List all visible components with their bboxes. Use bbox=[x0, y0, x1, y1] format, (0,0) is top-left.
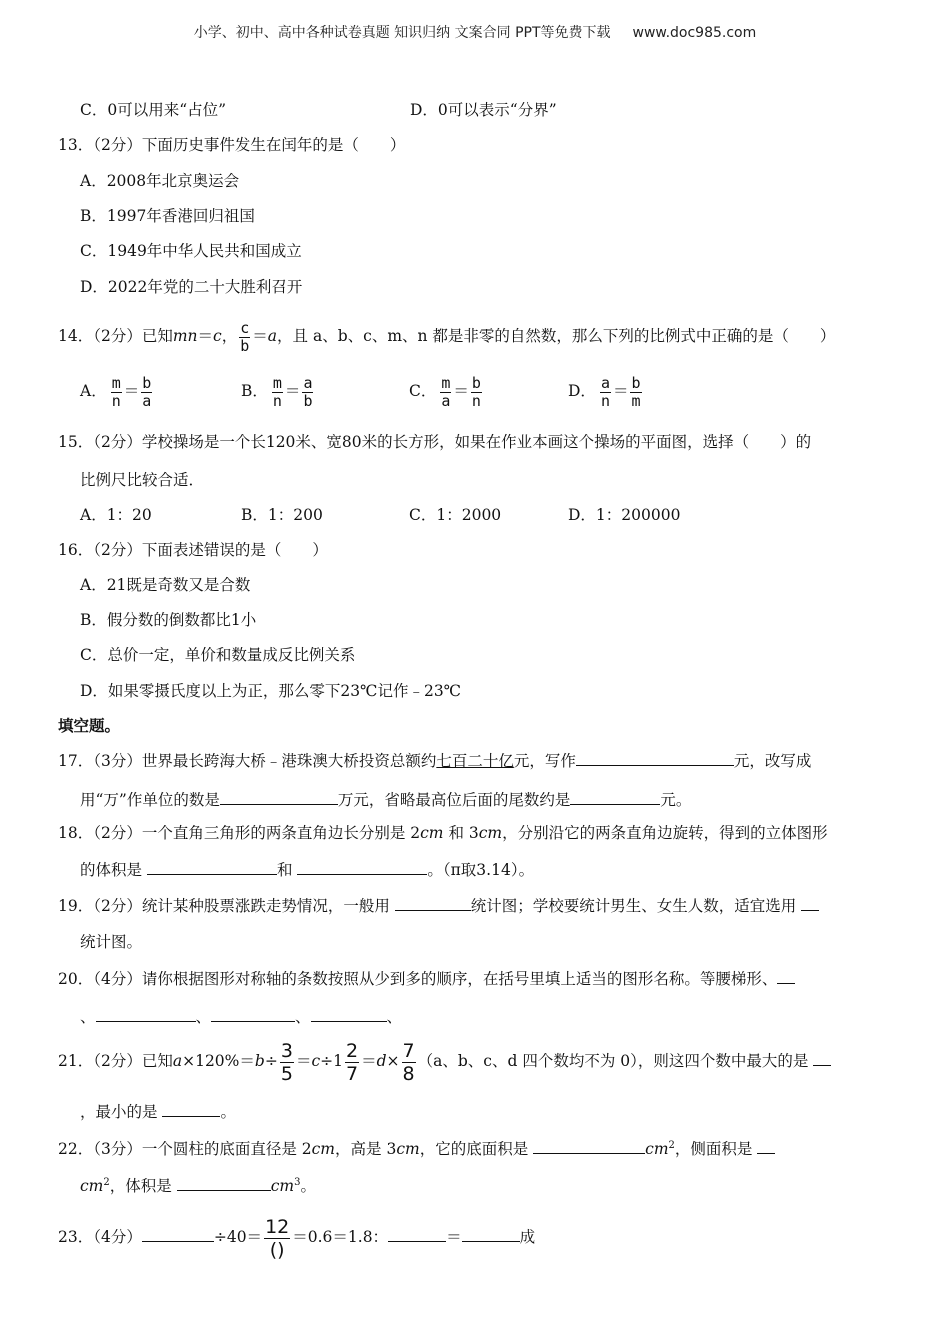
q22-blank-3[interactable] bbox=[177, 1174, 271, 1191]
frac-num: 2 bbox=[346, 1039, 359, 1062]
q21-var-c: c bbox=[311, 1052, 321, 1070]
frac-den: a bbox=[142, 391, 152, 410]
frac-num: m bbox=[441, 373, 451, 392]
q17-underlined: 七百二十亿 bbox=[436, 752, 514, 770]
q21-text-h: × bbox=[386, 1052, 400, 1070]
frac-num: m bbox=[272, 373, 282, 392]
q15-line2: 比例尺比较合适． bbox=[80, 471, 205, 489]
q22-text-b: ，高是 3 bbox=[335, 1140, 397, 1159]
q23-text-c: ＝0.6＝1.8： bbox=[292, 1228, 389, 1246]
q20-text-a: 20．（4分）请你根据图形对称轴的条数按照从少到多的顺序，在括号里填上适当的图形名称。等腰梯形、 bbox=[58, 970, 778, 988]
q23-blank-1[interactable] bbox=[142, 1225, 214, 1242]
q21-var-a: a bbox=[172, 1052, 183, 1070]
q21-blank-1[interactable] bbox=[813, 1049, 831, 1066]
q18-text-b: 和 3 bbox=[443, 824, 479, 842]
q22-text-f: 。 bbox=[300, 1177, 316, 1196]
q21-line2 bbox=[80, 1100, 236, 1123]
q23-text-a: 23．（4分） bbox=[58, 1228, 142, 1246]
q21-frac-1 bbox=[280, 1040, 294, 1085]
q20-blank-2[interactable] bbox=[96, 1005, 196, 1022]
q17-text-a: 17．（3分）世界最长跨海大桥﹣港珠澳大桥投资总额约 bbox=[58, 752, 437, 770]
q14-frac-den: b bbox=[240, 336, 250, 355]
q23-line bbox=[58, 1212, 535, 1262]
q17-text-c: 元，改写成 bbox=[733, 752, 812, 770]
q16-option-c: C．总价一定，单价和数量成反比例关系 bbox=[80, 646, 356, 664]
frac-den: 5 bbox=[280, 1062, 293, 1085]
q22-text-e: ，体积是 bbox=[109, 1177, 177, 1196]
q21-var-b: b bbox=[254, 1052, 265, 1070]
q16-option-d: D．如果零摄氏度以上为正，那么零下23℃记作﹣23℃ bbox=[80, 682, 462, 700]
q22-blank-2[interactable] bbox=[757, 1137, 775, 1154]
frac-den: 7 bbox=[346, 1062, 359, 1085]
q21-blank-2[interactable] bbox=[162, 1100, 220, 1117]
frac-den: 8 bbox=[402, 1062, 415, 1085]
q18-unit-2: cm bbox=[478, 824, 503, 842]
q16-option-a: A．21既是奇数又是合数 bbox=[80, 576, 251, 594]
q22-text-d: ，侧面积是 bbox=[674, 1140, 758, 1159]
option-label: D． bbox=[568, 382, 596, 400]
q17-text-d: 用“万”作单位的数是 bbox=[80, 791, 220, 809]
frac-num: 12 bbox=[265, 1215, 290, 1238]
q23-blank-3[interactable] bbox=[462, 1225, 520, 1242]
q20-sep: 、 bbox=[80, 1008, 96, 1026]
q13-stem: 13．（2分）下面历史事件发生在闰年的是（ ） bbox=[58, 136, 406, 154]
q22-line2: $cm^2$，体积是 $cm^3$。 bbox=[80, 1172, 316, 1197]
eq-sign: ＝ bbox=[123, 382, 140, 400]
q20-blank-4[interactable] bbox=[311, 1005, 387, 1022]
q22-line1: 22．（3分）一个圆柱的底面直径是 2cm，高是 3cm，它的底面积是 $cm^2$，侧面积是 bbox=[58, 1135, 775, 1160]
q21-frac-2 bbox=[345, 1040, 359, 1085]
q20-line2 bbox=[80, 1005, 402, 1028]
q16-stem: 16．（2分）下面表述错误的是（ ） bbox=[58, 541, 328, 559]
q14-c: c bbox=[213, 327, 222, 345]
q15-option-d: D．1：200000 bbox=[568, 506, 681, 524]
frac-den: n bbox=[272, 391, 282, 410]
frac-den: n bbox=[471, 391, 481, 410]
q20-sep: 、 bbox=[295, 1008, 311, 1026]
q22-unit-2: cm bbox=[396, 1140, 420, 1159]
header-url[interactable]: www.doc985.com bbox=[632, 25, 757, 41]
q20-sep: 、 bbox=[386, 1008, 403, 1026]
frac-den: a bbox=[441, 391, 451, 410]
q12-option-d: D．0可以表示“分界” bbox=[410, 101, 557, 119]
q21-line1 bbox=[58, 1036, 831, 1086]
q17-text-b: 元，写作 bbox=[513, 752, 576, 770]
q14-option-b bbox=[241, 373, 315, 410]
q18-text-e: 和 bbox=[276, 861, 298, 879]
q15-line1: 15．（2分）学校操场是一个长120米、宽80米的长方形，如果在作业本画这个操场的平面图，选择（ ）的 bbox=[58, 433, 812, 451]
q13-option-d: D．2022年党的二十大胜利召开 bbox=[80, 278, 303, 296]
q15-option-b: B．1：200 bbox=[241, 506, 323, 524]
q19-text-a: 19．（2分）统计某种股票涨跌走势情况，一般用 bbox=[58, 897, 395, 915]
q14-rest: ，且 a、b、c、m、n 都是非零的自然数，那么下列的比例式中正确的是（ ） bbox=[277, 327, 836, 345]
q14-stem bbox=[58, 318, 835, 355]
q13-option-c: C．1949年中华人民共和国成立 bbox=[80, 242, 302, 260]
q17-text-e: 万元，省略最高位后面的尾数约是 bbox=[337, 791, 571, 809]
section-title: 填空题。 bbox=[58, 717, 121, 735]
q20-line1 bbox=[58, 967, 795, 990]
q14-fraction bbox=[239, 320, 250, 355]
q16-option-b: B．假分数的倒数都比1小 bbox=[80, 611, 257, 629]
frac-num: b bbox=[142, 373, 152, 392]
q13-option-a: A．2008年北京奥运会 bbox=[80, 172, 240, 190]
q23-frac bbox=[264, 1216, 290, 1261]
q19-blank-1[interactable] bbox=[395, 894, 471, 911]
q14-option-a bbox=[80, 373, 154, 410]
q12-option-c: C．0可以用来“占位” bbox=[80, 101, 227, 119]
q20-blank-3[interactable] bbox=[211, 1005, 295, 1022]
option-label: B． bbox=[241, 382, 268, 400]
frac-num: a bbox=[600, 373, 610, 392]
q22-text-c: ，它的底面积是 bbox=[419, 1140, 534, 1159]
q20-sep: 、 bbox=[195, 1008, 212, 1026]
q22-blank-1[interactable] bbox=[533, 1137, 645, 1154]
eq-sign: ＝ bbox=[284, 382, 301, 400]
frac-den: m bbox=[631, 391, 641, 410]
q14-a: a bbox=[267, 327, 278, 345]
q18-line2 bbox=[80, 858, 534, 881]
q18-text-f: 。（π取3.14）。 bbox=[427, 861, 535, 879]
q17-line2 bbox=[80, 788, 691, 811]
q18-text-d: 的体积是 bbox=[80, 861, 147, 879]
frac-num: b bbox=[471, 373, 481, 392]
q17-blank-2[interactable] bbox=[220, 788, 338, 805]
q17-line1 bbox=[58, 749, 811, 772]
q17-blank-1[interactable] bbox=[576, 749, 734, 766]
q21-text-k: 。 bbox=[220, 1103, 236, 1121]
frac-num: b bbox=[631, 373, 641, 392]
q18-unit-1: cm bbox=[420, 824, 444, 842]
q21-frac-3 bbox=[402, 1040, 416, 1085]
q23-blank-2[interactable] bbox=[388, 1225, 446, 1242]
frac-num: 7 bbox=[402, 1039, 415, 1062]
q19-line1 bbox=[58, 894, 819, 917]
q21-var-d: d bbox=[376, 1052, 387, 1070]
q21-text-g: ＝ bbox=[361, 1052, 377, 1070]
q18-blank-2[interactable] bbox=[297, 858, 427, 875]
eq-sign: ＝ bbox=[453, 382, 469, 400]
frac-den: n bbox=[600, 391, 610, 410]
q17-blank-3[interactable] bbox=[570, 788, 660, 805]
q22-unit-5: cm bbox=[270, 1177, 295, 1196]
q21-text-c: ÷ bbox=[264, 1052, 278, 1070]
frac-num: 3 bbox=[280, 1039, 293, 1062]
q21-text-j: ，最小的是 bbox=[80, 1103, 163, 1121]
q19-line2: 统计图。 bbox=[80, 933, 143, 951]
q15-option-c: C．1：2000 bbox=[409, 506, 502, 524]
q21-text-e: ÷1 bbox=[320, 1052, 343, 1070]
q14-comma: ， bbox=[221, 327, 238, 345]
q18-blank-1[interactable] bbox=[147, 858, 277, 875]
page-header bbox=[0, 22, 950, 42]
eq-sign: ＝ bbox=[612, 382, 629, 400]
q21-text-b: ×120%＝ bbox=[182, 1052, 255, 1070]
q22-unit-4: cm bbox=[80, 1177, 104, 1196]
q18-text-a: 18．（2分）一个直角三角形的两条直角边长分别是 2 bbox=[58, 824, 421, 842]
q14-eq: ＝ bbox=[197, 327, 214, 345]
q14-option-d bbox=[568, 373, 644, 410]
q21-text-i: （a、b、c、d 四个数均不为 0），则这四个数中最大的是 bbox=[417, 1052, 814, 1070]
q14-option-c bbox=[409, 373, 484, 410]
header-text: 小学、初中、高中各种试卷真题 知识归纳 文案合同 PPT等免费下载 bbox=[193, 25, 611, 41]
q15-option-a: A．1：20 bbox=[80, 506, 152, 524]
q19-blank-2[interactable] bbox=[801, 894, 819, 911]
q21-text-d: ＝ bbox=[295, 1052, 312, 1070]
q22-unit-3: cm bbox=[645, 1140, 669, 1159]
q13-option-b: B．1997年香港回归祖国 bbox=[80, 207, 255, 225]
q23-text-d: ＝ bbox=[446, 1228, 462, 1246]
q14-eq2: ＝ bbox=[252, 327, 268, 345]
frac-num: a bbox=[303, 373, 313, 392]
q19-text-b: 统计图；学校要统计男生、女生人数，适宜选用 bbox=[470, 897, 802, 915]
q20-blank-1[interactable] bbox=[777, 967, 795, 984]
q17-text-f: 元。 bbox=[660, 791, 692, 809]
q14-mn: mn bbox=[172, 327, 198, 345]
option-label: C． bbox=[409, 382, 437, 400]
q22-text-a: 22．（3分）一个圆柱的底面直径是 2 bbox=[58, 1140, 312, 1159]
frac-num: m bbox=[111, 373, 121, 392]
q14-num: 14．（2分）已知 bbox=[58, 327, 173, 345]
q22-unit-1: cm bbox=[311, 1140, 336, 1159]
q23-text-e: 成 bbox=[519, 1228, 536, 1246]
q23-text-b: ÷40＝ bbox=[213, 1228, 263, 1246]
frac-den: b bbox=[303, 391, 313, 410]
q14-frac-num: c bbox=[240, 318, 250, 337]
q21-text-a: 21．（2分）已知 bbox=[58, 1052, 173, 1070]
q18-text-c: ，分别沿它的两条直角边旋转，得到的立体图形 bbox=[502, 824, 828, 842]
option-label: A． bbox=[80, 382, 107, 400]
frac-den: n bbox=[111, 391, 121, 410]
q18-line1 bbox=[58, 822, 828, 844]
frac-den: () bbox=[269, 1238, 285, 1261]
